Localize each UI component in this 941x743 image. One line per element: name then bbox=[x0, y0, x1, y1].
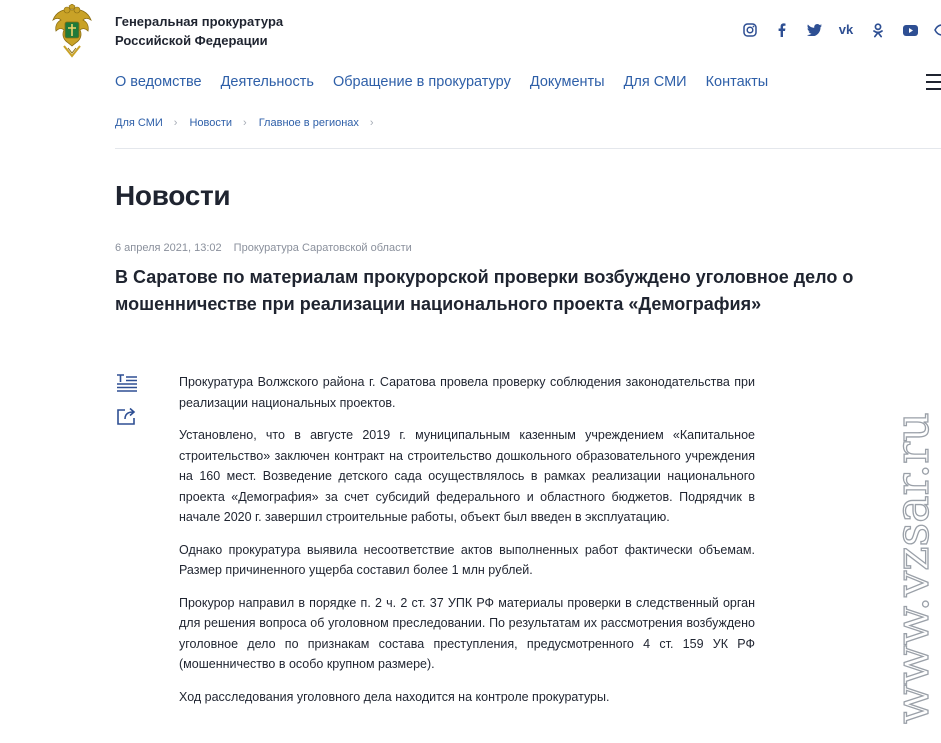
text-version-icon[interactable] bbox=[116, 374, 138, 394]
article-headline: В Саратове по материалам прокурорской проверки возбуждено уголовное дело о мошенничестве при реализации национального проекта «Демография» bbox=[115, 267, 854, 314]
odnoklassniki-icon[interactable] bbox=[870, 22, 886, 38]
nav-item-activity[interactable]: Деятельность bbox=[220, 74, 314, 90]
article-paragraph: Прокурор направил в порядке п. 2 ч. 2 ст. 37 УПК РФ материалы проверки в следственный орган для решения вопроса об уголовном преследовании. По результатам их рассмотрения возбуждено уголовное дело по признакам состава преступления, предусмотренного 4 ст. 159 УК РФ (мошенничество в особо крупном размере). bbox=[179, 595, 755, 671]
nav-item-documents[interactable]: Документы bbox=[529, 74, 605, 90]
chevron-right-icon: › bbox=[243, 117, 247, 129]
divider bbox=[115, 148, 941, 149]
nav-item-contacts[interactable]: Контакты bbox=[705, 74, 769, 90]
twitter-icon[interactable] bbox=[806, 22, 822, 38]
main-navigation bbox=[115, 74, 787, 90]
article-paragraph: Ход расследования уголовного дела находится на контроле прокуратуры. bbox=[179, 689, 610, 704]
visually-impaired-icon[interactable] bbox=[934, 22, 941, 38]
youtube-icon[interactable] bbox=[902, 22, 918, 38]
article-paragraph: Прокуратура Волжского района г. Саратова провела проверку соблюдения законодательства при реализации национальных проектов. bbox=[179, 375, 755, 410]
nav-item-media[interactable]: Для СМИ bbox=[623, 74, 687, 90]
organization-name[interactable] bbox=[115, 12, 283, 50]
instagram-icon[interactable] bbox=[742, 22, 758, 38]
social-links bbox=[742, 22, 934, 38]
article-paragraph: Однако прокуратура выявила несоответствие актов выполненных работ фактически объемам. Размер причиненного ущерба составил более 1 млн рублей. bbox=[179, 542, 755, 577]
org-name-line2: Российской Федерации bbox=[115, 33, 268, 48]
article-body bbox=[179, 372, 755, 719]
org-name-line1: Генеральная прокуратура bbox=[115, 14, 284, 29]
article-paragraph: Установлено, что в августе 2019 г. муниципальным казенным учреждением «Капитальное строительство» заключен контракт на строительство дошкольного образовательного учреждения на 160 мест. Возведение детского сада осуществлялось в рамках реализации национального проекта «Демография» за счет субсидий федерального и областного бюджетов. Подрядчик в начале 2020 г. завершил строительные работы, объект был введен в эксплуатацию. bbox=[179, 428, 755, 524]
menu-icon[interactable] bbox=[926, 74, 941, 90]
breadcrumb-item-news[interactable]: Новости bbox=[189, 117, 233, 129]
chevron-right-icon: › bbox=[369, 117, 374, 129]
breadcrumb bbox=[115, 117, 386, 129]
nav-item-appeal[interactable]: Обращение в прокуратуру bbox=[332, 74, 511, 90]
breadcrumb-item-media[interactable]: Для СМИ bbox=[115, 117, 163, 129]
nav-item-about[interactable]: О ведомстве bbox=[115, 74, 202, 90]
watermark bbox=[884, 398, 941, 728]
breadcrumb-item-regions[interactable]: Главное в регионах bbox=[258, 117, 359, 129]
facebook-icon[interactable] bbox=[774, 22, 790, 38]
chevron-right-icon: › bbox=[173, 117, 178, 129]
article-meta bbox=[115, 242, 412, 254]
article-source: Прокуратура Саратовской области bbox=[233, 242, 412, 254]
share-icon[interactable] bbox=[116, 406, 138, 426]
article-date: 6 апреля 2021, 13:02 bbox=[115, 242, 222, 254]
vk-icon[interactable]: vk bbox=[838, 22, 854, 37]
emblem-logo[interactable] bbox=[50, 4, 94, 58]
page-title: Новости bbox=[115, 180, 231, 211]
watermark-text: www.vzsar.ru bbox=[885, 412, 939, 724]
